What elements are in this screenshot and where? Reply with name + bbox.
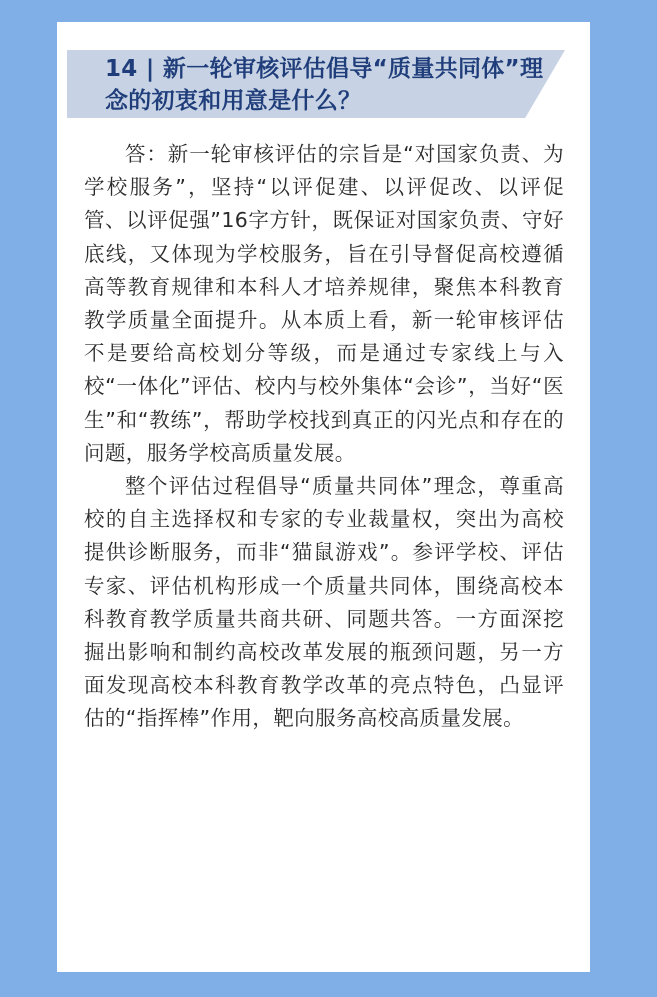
answer-body: [84, 138, 564, 736]
question-title: 14 | 新一轮审核评估倡导“质量共同体”理念的初衷和用意是什么？: [105, 56, 544, 114]
answer-paragraph-1: 答：新一轮审核评估的宗旨是“对国家负责、为学校服务”，坚持“以评促建、以评促改、以评促管、以评促强”16字方针，既保证对国家负责、守好底线，又体现为学校服务，旨在引导督促高校遵循高等教育规律和本科人才培养规律，聚焦本科教育教学质量全面提升。从本质上看，新一轮审核评估不是要给高校划分等级，而是通过专家线上与入校“一体化”评估、校内与校外集体“会诊”，当好“医生”和“教练”，帮助学校找到真正的闪光点和存在的问题，服务学校高质量发展。: [84, 142, 564, 465]
answer-paragraph-2: 整个评估过程倡导“质量共同体”理念，尊重高校的自主选择权和专家的专业裁量权，突出为高校提供诊断服务，而非“猫鼠游戏”。参评学校、评估专家、评估机构形成一个质量共同体，围绕高校本科教育教学质量共商共研、同题共答。一方面深挖掘出影响和制约高校改革发展的瓶颈问题，另一方面发现高校本科教育教学改革的亮点特色，凸显评估的“指挥棒”作用，靶向服务高校高质量发展。: [84, 474, 564, 731]
content-card: [57, 22, 590, 972]
